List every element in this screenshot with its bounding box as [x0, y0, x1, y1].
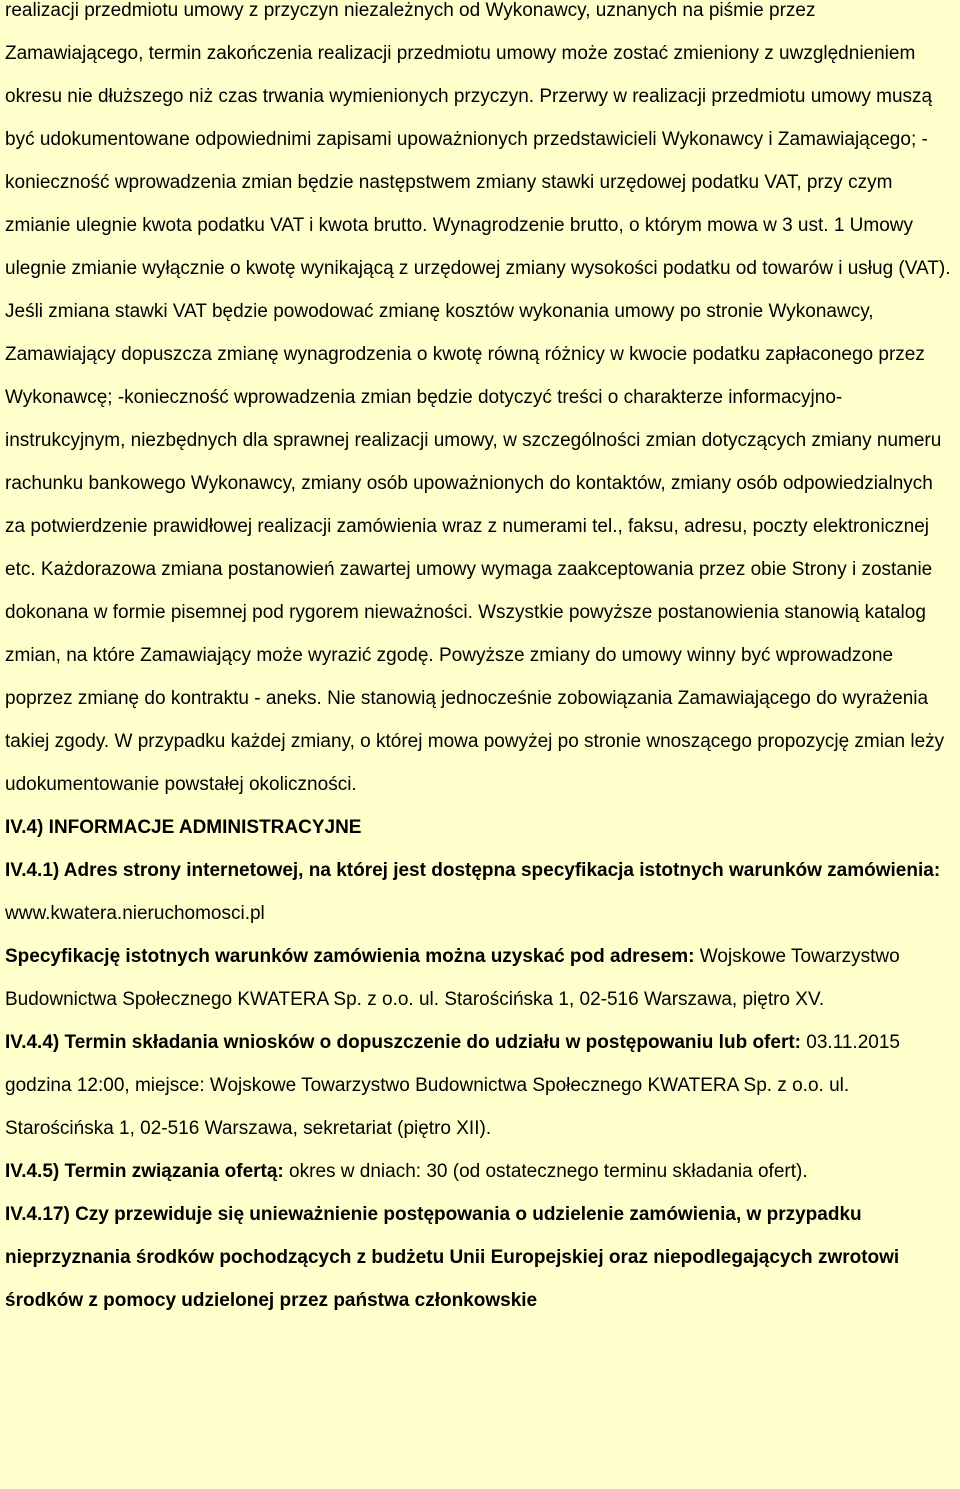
annulment-question: IV.4.17) Czy przewiduje się unieważnienie postępowania o udzielenie zamówienia, w przypadku nieprzyznania środków pochodzących z budżetu Unii Europejskiej oraz niepodlegających zwrotowi środków z pomocy udzielonej przez państwa członkowskie	[5, 1204, 900, 1311]
website-label: IV.4.1) Adres strony internetowej, na której jest dostępna specyfikacja istotnych warunków zamówienia:	[5, 860, 941, 881]
section-heading: IV.4) INFORMACJE ADMINISTRACYJNE	[5, 817, 362, 838]
document-page	[5, 0, 957, 1322]
website-value: www.kwatera.nieruchomosci.pl	[5, 903, 265, 924]
deadline-paragraph	[5, 1021, 957, 1150]
binding-period-value: okres w dniach: 30 (od ostatecznego terminu składania ofert).	[289, 1161, 808, 1182]
binding-period-label: IV.4.5) Termin związania ofertą:	[5, 1161, 284, 1182]
deadline-label: IV.4.4) Termin składania wniosków o dopuszczenie do udziału w postępowaniu lub ofert:	[5, 1032, 801, 1053]
binding-period-paragraph	[5, 1150, 957, 1193]
spec-address-paragraph	[5, 935, 957, 1021]
spec-address-value: Wojskowe Towarzystwo Budownictwa Społecznego KWATERA Sp. z o.o. ul. Starościńska 1, 02-516 Warszawa, piętro XV.	[5, 946, 900, 1010]
body-paragraph: realizacji przedmiotu umowy z przyczyn niezależnych od Wykonawcy, uznanych na piśmie przez Zamawiającego, termin zakończenia realizacji przedmiotu umowy może zostać zmieniony z uwzględnieniem okresu nie dłuższego niż czas trwania wymienionych przyczyn. Przerwy w realizacji przedmiotu umowy muszą być udokumentowane odpowiednimi zapisami upoważnionych przedstawicieli Wykonawcy i Zamawiającego; -konieczność wprowadzenia zmian będzie następstwem zmiany stawki urzędowej podatku VAT, przy czym zmianie ulegnie kwota podatku VAT i kwota brutto. Wynagrodzenie brutto, o którym mowa w 3 ust. 1 Umowy ulegnie zmianie wyłącznie o kwotę wynikającą z urzędowej zmiany wysokości podatku od towarów i usług (VAT). Jeśli zmiana stawki VAT będzie powodować zmianę kosztów wykonania umowy po stronie Wykonawcy, Zamawiający dopuszcza zmianę wynagrodzenia o kwotę równą różnicy w kwocie podatku zapłaconego przez Wykonawcę; -konieczność wprowadzenia zmian będzie dotyczyć treści o charakterze informacyjno-instrukcyjnym, niezbędnych dla sprawnej realizacji umowy, w szczególności zmian dotyczących zmiany numeru rachunku bankowego Wykonawcy, zmiany osób upoważnionych do kontaktów, zmiany osób odpowiedzialnych za potwierdzenie prawidłowej realizacji zamówienia wraz z numerami tel., faksu, adresu, poczty elektronicznej etc. Każdorazowa zmiana postanowień zawartej umowy wymaga zaakceptowania przez obie Strony i zostanie dokonana w formie pisemnej pod rygorem nieważności. Wszystkie powyższe postanowienia stanowią katalog zmian, na które Zamawiający może wyrazić zgodę. Powyższe zmiany do umowy winny być wprowadzone poprzez zmianę do kontraktu - aneks. Nie stanowią jednocześnie zobowiązania Zamawiającego do wyrażenia takiej zgody. W przypadku każdej zmiany, o której mowa powyżej po stronie wnoszącego propozycję zmian leży udokumentowanie powstałej okoliczności.	[5, 0, 951, 795]
website-paragraph	[5, 849, 957, 935]
deadline-value: 03.11.2015 godzina 12:00, miejsce: Wojskowe Towarzystwo Budownictwa Społecznego KWATERA Sp. z o.o. ul. Starościńska 1, 02-516 Warszawa, sekretariat (piętro XII).	[5, 1032, 900, 1139]
spec-address-label: Specyfikację istotnych warunków zamówienia można uzyskać pod adresem:	[5, 946, 695, 967]
